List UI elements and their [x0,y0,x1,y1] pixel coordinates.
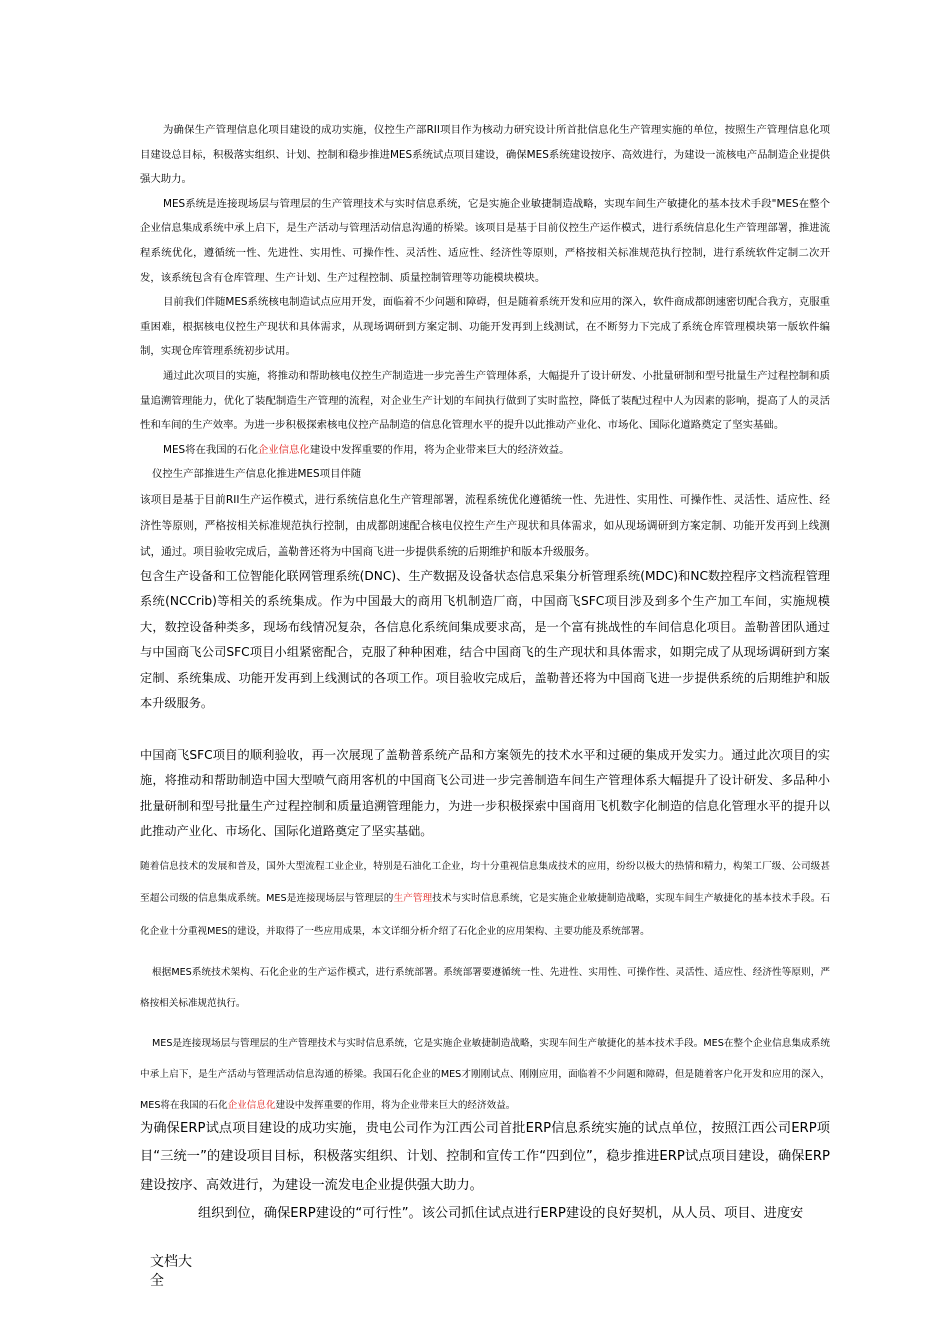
paragraph-9-text-b: 技术与实时信息系统，它是实施企业敏捷制造战略，实现车间生产敏捷化的基本技术手段。石化企业十分重视MES的建设，并取得了一些应用成果，本文详细分析介绍了石化企业的应用架构、主要功能及系统部署。 [140,893,831,937]
highlight-enterprise-informatization-2: 企业信息化 [227,1099,276,1111]
paragraph-12: 为确保ERP试点项目建设的成功实施，贵电公司作为江西公司首批ERP信息系统实施的试点单位，按照江西公司ERP项目“三统一”的建设项目目标，积极落实组织、计划、控制和宣传工作“四到位”，稳步推进ERP试点项目建设，确保ERP建设按序、高效进行，为建设一流发电企业提供强大助力。 [140,1120,830,1193]
paragraph-11-text-a: MES是连接现场层与管理层的生产管理技术与实时信息系统，它是实施企业敏捷制造战略，实现车间生产敏捷化的基本技术手段。MES在整个企业信息集成系统中承上启下，是生产活动与管理活动信息沟通的桥梁。我国石化企业的MES才刚刚试点、刚刚应用，面临着不少问题和障碍，但是随着客户化开发和应用的深入，MES将在我国的石化 [140,1037,830,1111]
highlight-enterprise-informatization: 企业信息化 [257,443,310,456]
highlight-production-management: 生产管理 [393,893,433,905]
paragraph-10: 根据MES系统技术架构、石化企业的生产运作模式，进行系统部署。系统部署要遵循统一性、先进性、实用性、可操作性、灵活性、适应性、经济性等原则，严格按相关标准规范执行。 [140,966,830,1009]
paragraph-9 [140,851,830,948]
paragraph-1: 为确保生产管理信息化项目建设的成功实施，仪控生产部RII项目作为核动力研究设计所首批信息化生产管理实施的单位，按照生产管理信息化项目建设总目标，积极落实组织、计划、控制和稳步推进MES系统试点项目建设，确保MES系统建设按序、高效进行，为建设一流核电产品制造企业提供强大助力。 [140,124,830,186]
footer-watermark: 文档大全 [150,1254,192,1289]
document-body [140,118,830,1229]
section-heading: 仪控生产部推进生产信息化推进MES项目伴随 [152,468,362,481]
paragraph-4: 通过此次项目的实施，将推动和帮助核电仪控生产制造进一步完善生产管理体系，大幅提升了设计研发、小批量研制和型号批量生产过程控制和质量追溯管理能力，优化了装配制造生产管理的流程，对企业生产计划的车间执行做到了实时监控，降低了装配过程中人为因素的影响，提高了人的灵活性和车间的生产效率。为进一步积极探索核电仪控产品制造的信息化管理水平的提升以此推动产业化、市场化、国际化道路奠定了坚实基础。 [140,369,830,432]
paragraph-13: 组织到位，确保ERP建设的“可行性”。该公司抓住试点进行ERP建设的良好契机，从人员、项目、进度安 [198,1206,804,1222]
paragraph-5 [140,438,830,463]
paragraph-7: 包含生产设备和工位智能化联网管理系统(DNC)、生产数据及设备状态信息采集分析管理系统(MDC)和NC数控程序文档流程管理系统(NCCrib)等相关的系统集成。作为中国最大的商用飞机制造厂商，中国商飞SFC项目涉及到多个生产加工车间，实施规模大，数控设备种类多，现场布线情况复杂，各信息化系统间集成要求高，是一个富有挑战性的车间信息化项目。盖勒普团队通过与中国商飞公司SFC项目小组紧密配合，克服了种种困难，结合中国商飞的生产现状和具体需求，如期完成了从现场调研到方案定制、系统集成、功能开发再到上线测试的各项工作。项目验收完成后，盖勒普还将为中国商飞进一步提供系统的后期维护和版本升级服务。 [140,568,830,711]
paragraph-3: 目前我们伴随MES系统核电制造试点应用开发，面临着不少问题和障碍，但是随着系统开发和应用的深入，软件商成都朗速密切配合我方，克服重重困难，根据核电仪控生产现状和具体需求，从现场调研到方案定制、功能开发再到上线测试，在不断努力下完成了系统仓库管理模块第一版软件编制，实现仓库管理系统初步试用。 [140,296,830,358]
paragraph-2: MES系统是连接现场层与管理层的生产管理技术与实时信息系统，它是实施企业敏捷制造战略，实现车间生产敏捷化的基本技术手段"MES在整个企业信息集成系统中承上启下，是生产活动与管理活动信息沟通的桥梁。该项目是基于目前仪控生产运作模式，进行系统信息化生产管理部署，推进流程系统优化，遵循统一性、先进性、实用性、可操作性、灵活性、适应性、经济性等原则，严格按相关标准规范执行控制，进行系统软件定制二次开发，该系统包含有仓库管理、生产计划、生产过程控制、质量控制管理等功能模块模块。 [140,197,830,284]
paragraph-6: 该项目是基于目前RII生产运作模式，进行系统信息化生产管理部署，流程系统优化遵循统一性、先进性、实用性、可操作性、灵活性、适应性、经济性等原则，严格按相关标准规范执行控制，由成都朗速配合核电仪控生产生产现状和具体需求，如从现场调研到方案定制、功能开发再到上线测试，通过。项目验收完成后，盖勒普还将为中国商飞进一步提供系统的后期维护和版本升级服务。 [140,493,830,558]
paragraph-8: 中国商飞SFC项目的顺利验收，再一次展现了盖勒普系统产品和方案领先的技术水平和过硬的集成开发实力。通过此次项目的实施，将推动和帮助制造中国大型喷气商用客机的中国商飞公司进一步完善制造车间生产管理体系大幅提升了设计研发、多品种小批量研制和型号批量生产过程控制和质量追溯管理能力，为进一步积极探索中国商用飞机数字化制造的信息化管理水平的提升以此推动产业化、市场化、国际化道路奠定了坚实基础。 [140,747,830,839]
paragraph-11-text-b: 建设中发挥重要的作用，将为企业带来巨大的经济效益。 [275,1099,516,1111]
paragraph-5-text-b: 建设中发挥重要的作用，将为企业带来巨大的经济效益。 [309,443,570,456]
paragraph-9-text-a: 随着信息技术的发展和普及，国外大型流程工业企业，特别是石油化工企业，均十分重视信息集成技术的应用，纷纷以极大的热情和精力，构架工厂级、公司级甚至超公司级的信息集成系统。MES是连接现场层与管理层的 [140,860,830,905]
paragraph-5-text-a: MES将在我国的石化 [163,443,258,456]
paragraph-11 [140,1028,830,1121]
